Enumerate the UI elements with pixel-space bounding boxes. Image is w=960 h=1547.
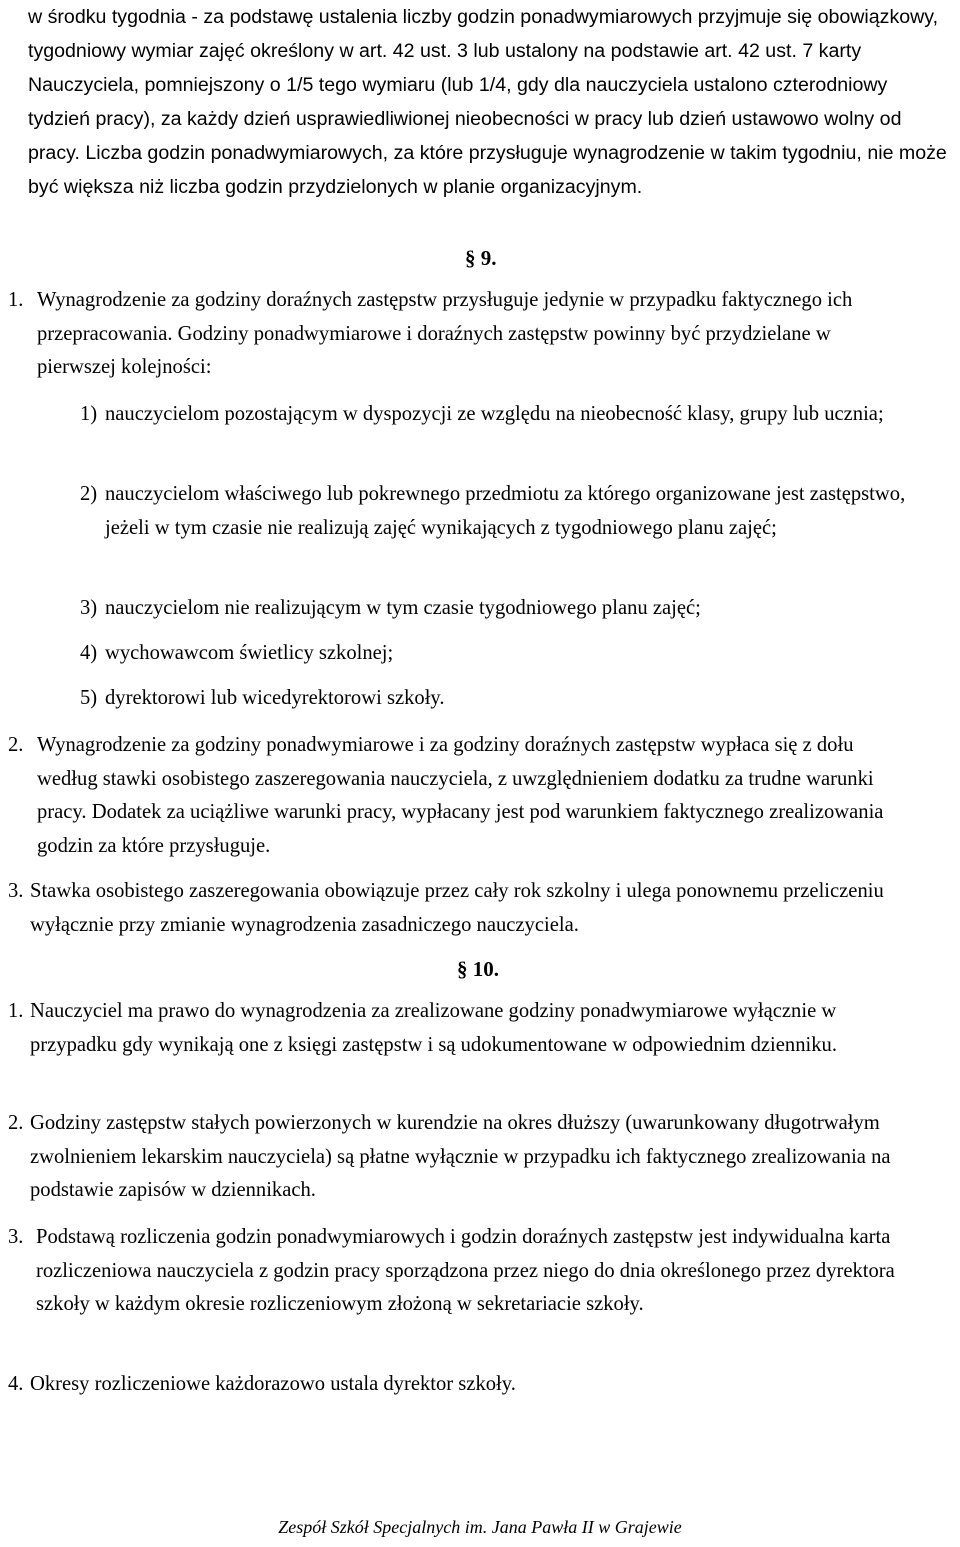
section-9-list-item-4 [80, 637, 940, 671]
paragraph-number: 4. [8, 1373, 24, 1395]
paragraph-text: Godziny zastępstw stałych powierzonych w kurendzie na okres dłuższy (uwarunkowany długotrwałym zwolnieniem lekarskim nauczyciela) są płatne wyłącznie w przypadku ich faktycznego zrealizowania na podstawie zapisów w dziennikach. [30, 1112, 891, 1201]
section-10-paragraph-4 [8, 1368, 938, 1402]
paragraph-text: Wynagrodzenie za godziny ponadwymiarowe i za godziny doraźnych zastępstw wypłaca się z dołu według stawki osobistego zaszeregowania nauczyciela, z uwzględnieniem dodatku za trudne warunki pracy. Dodatek za uciążliwe warunki pracy, wypłacany jest pod warunkiem faktycznego zrealizowania godzin za które przysługuje. [37, 734, 884, 857]
section-10-paragraph-1 [8, 995, 898, 1062]
section-9-heading: § 9. [465, 246, 497, 270]
list-item-text: nauczycielom nie realizującym w tym czasie tygodniowego planu zajęć; [105, 597, 701, 619]
list-item-number: 3) [80, 597, 98, 619]
section-9-list-item-5 [80, 682, 940, 716]
intro-paragraph: w środku tygodnia - za podstawę ustalenia liczby godzin ponadwymiarowych przyjmuje się obowiązkowy, tygodniowy wymiar zajęć określony w art. 42 ust. 3 lub ustalony na podstawie art. 42 ust. 7 karty Nauczyciela, pomniejszony o 1/5 tego wymiaru (lub 1/4, gdy dla nauczyciela ustalono czterodniowy tydzień pracy), za każdy dzień usprawiedliwionej nieobecności w pracy lub dzień ustawowo wolny od pracy. Liczba godzin ponadwymiarowych, za które przysługuje wynagrodzenie w takim tygodniu, nie może być większa niż liczba godzin przydzielonych w planie organizacyjnym. [28, 6, 947, 198]
list-item-text: nauczycielom właściwego lub pokrewnego przedmiotu za którego organizowane jest zastępstwo, jeżeli w tym czasie nie realizują zajęć wynikających z tygodniowego planu zajęć; [105, 483, 906, 539]
section-10-paragraph-2 [8, 1107, 938, 1208]
list-item-text: nauczycielom pozostającym w dyspozycji ze względu na nieobecność klasy, grupy lub ucznia; [105, 403, 884, 425]
list-item-number: 4) [80, 642, 98, 664]
section-9-list-item-1 [80, 398, 940, 432]
paragraph-number: 1. [8, 1000, 24, 1022]
paragraph-text: Stawka osobistego zaszeregowania obowiązuje przez cały rok szkolny i ulega ponownemu przeliczeniu wyłącznie przy zmianie wynagrodzenia zasadniczego nauczyciela. [30, 880, 884, 936]
section-9-paragraph-2 [8, 729, 898, 863]
list-item-number: 5) [80, 687, 98, 709]
section-9-list-item-2 [80, 478, 940, 545]
paragraph-text: Podstawą rozliczenia godzin ponadwymiarowych i godzin doraźnych zastępstw jest indywidualna karta rozliczeniowa nauczyciela z godzin pracy sporządzona przez niego do dnia określonego przez dyrektora szkoły w każdym okresie rozliczeniowym złożoną w sekretariacie szkoły. [36, 1226, 895, 1315]
list-item-text: dyrektorowi lub wicedyrektorowi szkoły. [105, 687, 445, 709]
paragraph-text: Okresy rozliczeniowe każdorazowo ustala dyrektor szkoły. [30, 1373, 516, 1395]
section-9-list-item-3 [80, 592, 940, 626]
paragraph-number: 3. [8, 880, 24, 902]
page-footer: Zespół Szkół Specjalnych im. Jana Pawła II w Grajewie [278, 1517, 682, 1537]
list-item-number: 1) [80, 403, 98, 425]
list-item-number: 2) [80, 483, 98, 505]
paragraph-text: Nauczyciel ma prawo do wynagrodzenia za zrealizowane godziny ponadwymiarowe wyłącznie w przypadku gdy wynikają one z księgi zastępstw i są udokumentowane w odpowiednim dzienniku. [30, 1000, 837, 1056]
paragraph-number: 2. [8, 1112, 24, 1134]
paragraph-text: Wynagrodzenie za godziny doraźnych zastępstw przysługuje jedynie w przypadku faktycznego ich przepracowania. Godziny ponadwymiarowe i doraźnych zastępstw powinny być przydzielane w pierwszej kolejności: [37, 289, 853, 378]
list-item-text: wychowawcom świetlicy szkolnej; [105, 642, 394, 664]
section-9-paragraph-1 [8, 284, 898, 385]
paragraph-number: 1. [8, 289, 24, 311]
paragraph-number: 3. [8, 1226, 24, 1248]
section-10-paragraph-3 [8, 1221, 938, 1322]
paragraph-number: 2. [8, 734, 24, 756]
section-10-heading: § 10. [457, 957, 499, 981]
section-9-paragraph-3 [8, 875, 938, 942]
